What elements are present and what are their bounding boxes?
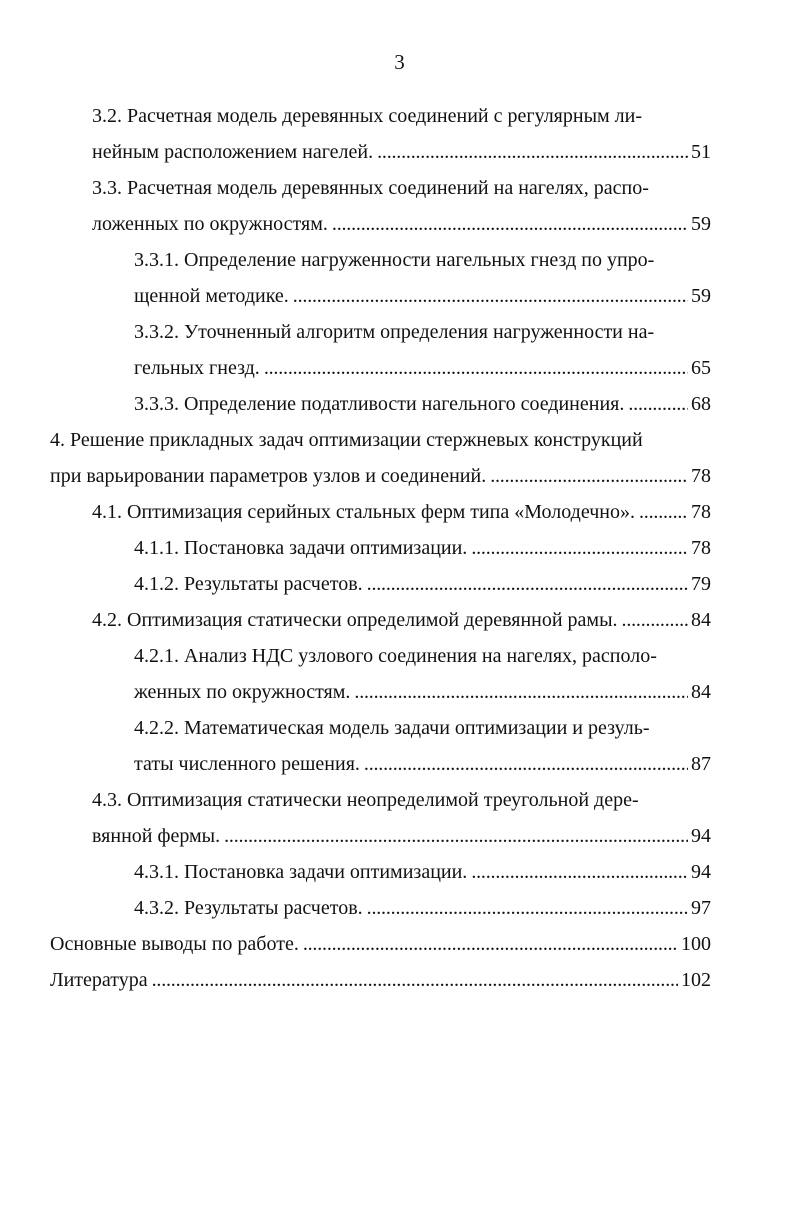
toc-entry-text: 4.2. Оптимизация статически определимой деревянной рамы.	[92, 609, 618, 631]
toc-entry-text: 3.3.1. Определение нагруженности нагельных гнезд по упро-	[134, 249, 655, 271]
toc-page-number: 97	[691, 897, 711, 919]
toc-entry-text: вянной фермы.	[92, 825, 221, 847]
dot-leader	[628, 386, 688, 422]
toc-page-number: 78	[691, 537, 711, 559]
toc-entry-text: 3.3.2. Уточненный алгоритм определения нагруженности на-	[134, 321, 655, 343]
toc-entry-text: женных по окружностям.	[134, 681, 351, 703]
dot-leader	[354, 674, 688, 710]
toc-entry-3-3-1	[50, 242, 711, 314]
dot-leader	[367, 566, 688, 602]
toc-entry-4-1-2	[50, 566, 711, 602]
toc-entry-text: 3.3. Расчетная модель деревянных соединений на нагелях, распо-	[92, 177, 649, 199]
dot-leader	[303, 926, 678, 962]
toc-entry-text: 3.3.3. Определение податливости нагельного соединения.	[134, 393, 625, 415]
toc-entry-text: Литература	[50, 969, 148, 991]
toc-page-number: 51	[691, 141, 711, 163]
toc-entry-4-1-1	[50, 530, 711, 566]
dot-leader	[293, 278, 688, 314]
toc-entry-3-3	[50, 170, 711, 242]
toc-page-number: 84	[691, 681, 711, 703]
toc-page-number: 59	[691, 213, 711, 235]
toc-entry-4-3-2	[50, 890, 711, 926]
dot-leader	[364, 746, 688, 782]
toc-page-number: 78	[691, 501, 711, 523]
dot-leader	[224, 818, 688, 854]
dot-leader	[377, 134, 688, 170]
toc-page-number: 68	[691, 393, 711, 415]
toc-page-number: 78	[691, 465, 711, 487]
dot-leader	[490, 458, 688, 494]
dot-leader	[367, 890, 688, 926]
toc-page-number: 79	[691, 573, 711, 595]
toc-entry-references	[50, 962, 711, 998]
toc-entry-text: при варьировании параметров узлов и соединений.	[50, 465, 487, 487]
toc-entry-text: 4.3.1. Постановка задачи оптимизации.	[134, 861, 468, 883]
dot-leader	[471, 530, 688, 566]
toc-entry-4-2-1	[50, 638, 711, 710]
toc-entry-text: щенной методике.	[134, 285, 289, 307]
toc-entry-text: 4.1.1. Постановка задачи оптимизации.	[134, 537, 468, 559]
toc-entry-text: гельных гнезд.	[134, 357, 260, 379]
page-number: 3	[394, 50, 405, 74]
table-of-contents	[50, 98, 711, 998]
dot-leader	[471, 854, 688, 890]
toc-entry-4	[50, 422, 711, 494]
toc-entry-text: 4. Решение прикладных задач оптимизации стержневых конструкций	[50, 429, 643, 451]
toc-page-number: 94	[691, 825, 711, 847]
dot-leader	[622, 602, 688, 638]
toc-entry-text: Основные выводы по работе.	[50, 933, 299, 955]
toc-entry-text: 4.1. Оптимизация серийных стальных ферм типа «Молодечно».	[92, 501, 635, 523]
toc-entry-text: нейным расположением нагелей.	[92, 141, 374, 163]
toc-entry-4-3-1	[50, 854, 711, 890]
toc-page-number: 65	[691, 357, 711, 379]
toc-page-number: 84	[691, 609, 711, 631]
toc-page-number: 94	[691, 861, 711, 883]
toc-page-number: 102	[681, 969, 711, 991]
toc-entry-4-2-2	[50, 710, 711, 782]
toc-page-number: 100	[681, 933, 711, 955]
toc-entry-3-2	[50, 98, 711, 170]
toc-entry-text: 4.2.2. Математическая модель задачи оптимизации и резуль-	[134, 717, 650, 739]
toc-page-number: 87	[691, 753, 711, 775]
toc-entry-4-2	[50, 602, 711, 638]
toc-entry-3-3-3	[50, 386, 711, 422]
dot-leader	[152, 962, 678, 998]
toc-entry-text: 3.2. Расчетная модель деревянных соединений с регулярным ли-	[92, 105, 643, 127]
toc-entry-conclusions	[50, 926, 711, 962]
dot-leader	[639, 494, 688, 530]
toc-entry-text: 4.3. Оптимизация статически неопределимой треугольной дере-	[92, 789, 639, 811]
toc-entry-4-1	[50, 494, 711, 530]
toc-entry-text: таты численного решения.	[134, 753, 360, 775]
toc-entry-text: 4.3.2. Результаты расчетов.	[134, 897, 363, 919]
toc-entry-text: 4.1.2. Результаты расчетов.	[134, 573, 363, 595]
dot-leader	[264, 350, 688, 386]
toc-entry-4-3	[50, 782, 711, 854]
dot-leader	[332, 206, 688, 242]
toc-entry-text: ложенных по окружностям.	[92, 213, 328, 235]
toc-entry-3-3-2	[50, 314, 711, 386]
toc-page-number: 59	[691, 285, 711, 307]
toc-entry-text: 4.2.1. Анализ НДС узлового соединения на нагелях, располо-	[134, 645, 657, 667]
